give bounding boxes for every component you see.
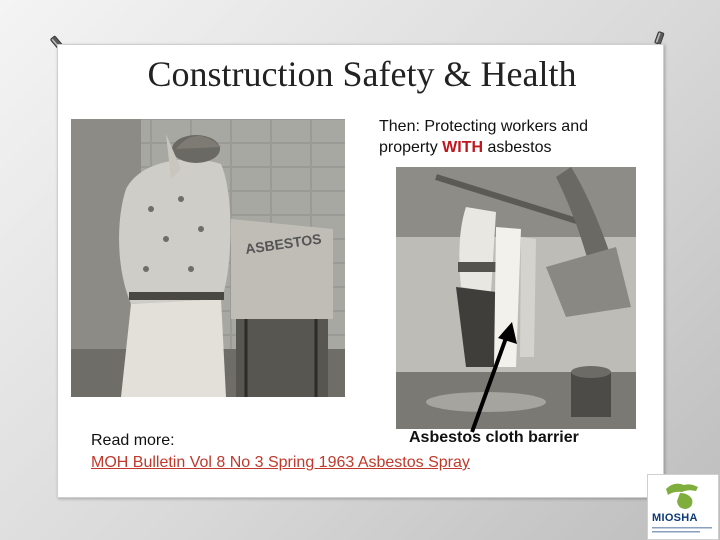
caption-line-2-suffix: asbestos (483, 139, 552, 156)
read-more-label: Read more: (91, 432, 175, 449)
svg-text:ASBESTOS: ASBESTOS (244, 230, 323, 257)
logo-tagline-lines (652, 526, 714, 534)
caption-then (379, 116, 649, 158)
caption-line-2-prefix: property (379, 139, 443, 156)
caption-line-1: Then: Protecting workers and (379, 118, 588, 135)
pointer-arrow (460, 320, 530, 440)
photo-worker-spray-machine (71, 119, 345, 397)
caption-emphasis: WITH (442, 139, 484, 156)
bulletin-link[interactable]: MOH Bulletin Vol 8 No 3 Spring 1963 Asbestos Spray (91, 454, 470, 471)
barrier-caption: Asbestos cloth barrier (409, 429, 579, 446)
michigan-map-icon (662, 479, 704, 511)
logo-wordmark: MIOSHA (652, 512, 698, 524)
slide-title: Construction Safety & Health (147, 54, 577, 94)
miosha-logo (647, 474, 719, 540)
